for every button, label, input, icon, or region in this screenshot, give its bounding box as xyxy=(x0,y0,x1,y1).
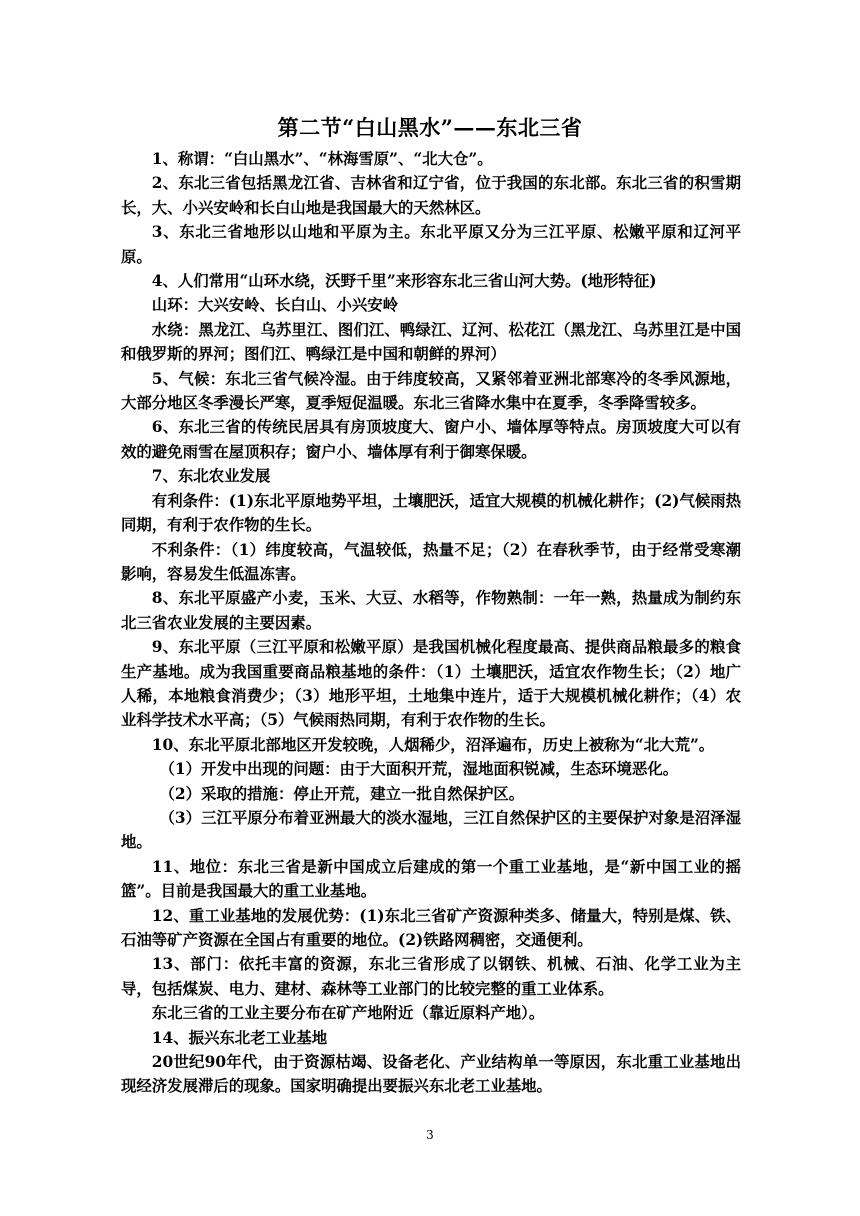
page-number: 3 xyxy=(426,1128,434,1142)
paragraph-8: 8、东北平原盛产小麦，玉米、大豆、水稻等，作物熟制：一年一熟，热量成为制约东北三省农业发展的主要因素。 xyxy=(121,589,741,632)
paragraph-1: 1、称谓：“白山黑水”、“林海雪原”、“北大仓”。 xyxy=(151,150,493,168)
paragraph-10-1: （1）开发中出现的问题：由于大面积开荒，湿地面积锐减，生态环境恶化。 xyxy=(159,760,679,779)
paragraph-10-2: （2）采取的措施：停止开荒，建立一批自然保护区。 xyxy=(159,784,525,803)
paragraph-4: 4、人们常用“山环水绕，沃野千里”来形容东北三省山河大势。(地形特征) xyxy=(151,272,657,291)
paragraph-13: 13、部门：依托丰富的资源，东北三省形成了以钢铁、机械、石油、化学工业为主导，包括煤炭、电力、建材、森林等工业部门的比较完整的重工业体系。 xyxy=(121,955,741,998)
body-text xyxy=(121,147,741,1099)
paragraph-14: 14、振兴东北老工业基地 xyxy=(151,1028,328,1047)
paragraph-favorable: 有利条件：(1)东北平原地势平坦，土壤肥沃，适宜大规模的机械化耕作；(2)气候雨热同期，有利于农作物的生长。 xyxy=(121,491,742,535)
section-title: 第二节“白山黑水”——东北三省 xyxy=(277,115,583,140)
paragraph-3: 3、东北三省地形以山地和平原为主。东北平原又分为三江平原、松嫩平原和辽河平原。 xyxy=(121,223,741,266)
paragraph-6: 6、东北三省的传统民居具有房顶坡度大、窗户小、墙体厚等特点。房顶坡度大可以有效的避免雨雪在屋顶积存；窗户小、墙体厚有利于御寒保暖。 xyxy=(121,418,741,461)
paragraph-10-3: （3）三江平原分布着亚洲最大的淡水湿地，三江自然保护区的主要保护对象是沼泽湿地。 xyxy=(121,808,741,852)
paragraph-unfavorable: 不利条件：（1）纬度较高，气温较低，热量不足；（2）在春秋季节，由于经常受寒潮影响，容易发生低温冻害。 xyxy=(121,540,741,583)
paragraph-13-note: 东北三省的工业主要分布在矿产地附近（靠近原料产地）。 xyxy=(151,1004,545,1023)
paragraph-10: 10、东北平原北部地区开发较晚，人烟稀少，沼泽遍布，历史上被称为“北大荒”。 xyxy=(151,735,715,754)
paragraph-7: 7、东北农业发展 xyxy=(151,467,271,486)
paragraph-mountains: 山环：大兴安岭、长白山、小兴安岭 xyxy=(151,296,399,315)
paragraph-2: 2、东北三省包括黑龙江省、吉林省和辽宁省，位于我国的东北部。东北三省的积雪期长，大、小兴安岭和长白山地是我国最大的天然林区。 xyxy=(121,174,741,217)
paragraph-14-body: 20世纪90年代，由于资源枯竭、设备老化、产业结构单一等原因，东北重工业基地出现经济发展滞后的现象。国家明确提出要振兴东北老工业基地。 xyxy=(121,1053,741,1096)
paragraph-5: 5、气候：东北三省气候冷湿。由于纬度较高，又紧邻着亚洲北部寒冷的冬季风源地，大部分地区冬季漫长严寒，夏季短促温暖。东北三省降水集中在夏季，冬季降雪较多。 xyxy=(121,369,741,413)
paragraph-12: 12、重工业基地的发展优势：(1)东北三省矿产资源种类多、储量大，特别是煤、铁、石油等矿产资源在全国占有重要的地位。(2)铁路网稠密，交通便利。 xyxy=(121,906,741,949)
paragraph-rivers: 水绕：黑龙江、乌苏里江、图们江、鸭绿江、辽河、松花江（黑龙江、乌苏里江是中国和俄罗斯的界河；图们江、鸭绿江是中国和朝鲜的界河） xyxy=(121,320,741,364)
paragraph-9: 9、东北平原（三江平原和松嫩平原）是我国机械化程度最高、提供商品粮最多的粮食生产基地。成为我国重要商品粮基地的条件：（1）土壤肥沃，适宜农作物生长；（2）地广人稀，本地粮食消费少；（3）地形平坦，土地集中连片，适于大规模机械化耕作；（4）农业科学技术水平高；（5）气候雨热同期，有利于农作物的生长。 xyxy=(121,638,741,730)
paragraph-11: 11、地位：东北三省是新中国成立后建成的第一个重工业基地，是“新中国工业的摇篮”。目前是我国最大的重工业基地。 xyxy=(121,857,741,901)
